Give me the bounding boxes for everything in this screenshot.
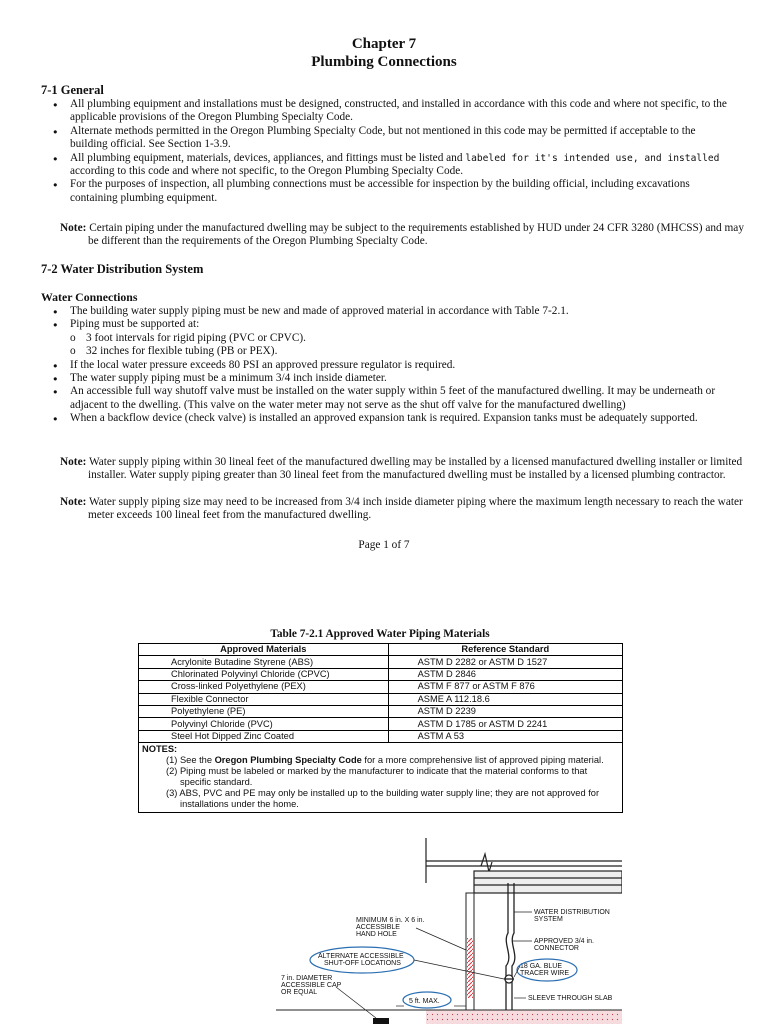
list-item-text: according to this code and where not specific, to the Oregon Plumbing Specialty Code.	[70, 165, 464, 178]
table-caption: Table 7-2.1 Approved Water Piping Materials	[270, 628, 490, 640]
label-system: SYSTEM	[534, 916, 563, 923]
label-tracer: 18 GA. BLUE	[520, 963, 563, 970]
list-item-text: Piping must be supported at:	[70, 318, 200, 331]
table-cell: Polyvinyl Chloride (PVC)	[139, 718, 389, 730]
water-pipe	[504, 883, 515, 1024]
note-label: Note:	[60, 456, 87, 468]
hand-hole-hatch	[467, 938, 473, 998]
table-row	[139, 718, 623, 730]
note-installer	[60, 456, 760, 482]
list-item: ● For the purposes of inspection, all plumbing connections must be accessible for inspection by the building official, including excavations containing plumbing equipment.	[48, 178, 728, 205]
list-item-text-mono: labeled for it's intended use, and installed	[465, 152, 720, 164]
skirting-wall	[466, 893, 474, 1016]
table-cell: ASTM D 1785 or ASTM D 2241	[388, 718, 622, 730]
section-heading-general: 7-1 General	[41, 83, 104, 97]
label-connector-2: CONNECTOR	[534, 945, 579, 952]
table-row	[139, 705, 623, 717]
note-label: Note:	[60, 222, 87, 234]
table-cell: ASTM D 2846	[388, 668, 622, 680]
water-piping-table	[138, 643, 623, 813]
table-cell: Acrylonite Butadine Styrene (ABS)	[139, 656, 389, 668]
table-row	[139, 730, 623, 742]
table-cell: Cross-linked Polyethylene (PEX)	[139, 681, 389, 693]
chapter-number: Chapter 7	[351, 36, 417, 52]
chapter-title: Plumbing Connections	[311, 54, 457, 70]
table-cell: ASTM F 877 or ASTM F 876	[388, 681, 622, 693]
table-note	[142, 755, 619, 766]
label-hand-hole-2: ACCESSIBLE	[356, 924, 400, 931]
list-item: ● When a backflow device (check valve) is installed an approved expansion tank is required. Expansion tanks must be adequately supported.	[48, 412, 728, 425]
table-note: (3) ABS, PVC and PE may only be installed up to the building water supply line; they are not approved for installations under the home.	[166, 788, 600, 810]
list-item: ● If the local water pressure exceeds 80 PSI an approved pressure regulator is required.	[48, 359, 728, 372]
label-hand-hole: MINIMUM 6 in. X 6 in.	[356, 917, 425, 924]
page-number: Page 1 of 7	[358, 539, 410, 551]
list-item	[48, 318, 728, 358]
label-alternate-2: SHUT-OFF LOCATIONS	[324, 960, 401, 967]
note-text: Certain piping under the manufactured dwelling may be subject to the requirements established by HUD under 24 CFR 3280 (MHCSS) and may be different than the requirements of the Oregon Plumbing Specialty Code.	[88, 222, 744, 247]
label-cap: 7 in. DIAMETER	[281, 975, 333, 982]
table-note-emphasis: Oregon Plumbing Specialty Code	[214, 755, 362, 766]
list-item: ● Alternate methods permitted in the Oregon Plumbing Specialty Code, but not mentioned in this code may be permitted if acceptable to the building official. See Section 1-3.9.	[48, 125, 728, 152]
list-item: ● An accessible full way shutoff valve must be installed on the water supply within 5 feet of the manufactured dwelling. It may be underneath or adjacent to the dwelling. (This valve on the water meter may not serve as the shut off valve for the manufactured dwelling)	[48, 385, 728, 412]
list-item	[48, 152, 728, 179]
sub-list	[70, 332, 728, 359]
list-item-text: All plumbing equipment, materials, devices, appliances, and fittings must be listed and	[70, 151, 466, 164]
table-cell: Steel Hot Dipped Zinc Coated	[139, 730, 389, 742]
table-note-text: for a more comprehensive list of approved piping material.	[361, 755, 604, 766]
table-row	[139, 681, 623, 693]
note-label: Note:	[60, 496, 87, 508]
sub-list-item: o 32 inches for flexible tubing (PB or PEX).	[70, 345, 728, 358]
note-text: Water supply piping size may need to be increased from 3/4 inch inside diameter piping where the maximum length necessary to reach the water meter exceeds 100 lineal feet from the manufactured dwelling.	[88, 496, 743, 521]
label-alternate: ALTERNATE ACCESSIBLE	[318, 953, 404, 960]
table-cell: ASTM D 2282 or ASTM D 1527	[388, 656, 622, 668]
column-header: Reference Standard	[388, 644, 622, 656]
list-item: ● The building water supply piping must be new and made of approved material in accordance with Table 7-2.1.	[48, 305, 728, 318]
table-cell: Flexible Connector	[139, 693, 389, 705]
notes-label: NOTES:	[142, 744, 178, 755]
table-cell: ASME A 112.18.6	[388, 693, 622, 705]
list-item: ● All plumbing equipment and installations must be designed, constructed, and installed in accordance with this code and where not specific, to the applicable provisions of the Oregon Plumbing Specialty Code.	[48, 98, 728, 125]
table-row	[139, 693, 623, 705]
floor-structure	[426, 838, 622, 893]
subheading-water-connections: Water Connections	[41, 290, 138, 304]
label-max: 5 ft. MAX.	[409, 998, 440, 1005]
table-cell: ASTM D 2239	[388, 705, 622, 717]
list-item: ● The water supply piping must be a minimum 3/4 inch inside diameter.	[48, 372, 728, 385]
label-hand-hole-3: HAND HOLE	[356, 931, 397, 938]
table-cell: Chlorinated Polyvinyl Chloride (CPVC)	[139, 668, 389, 680]
table-row	[139, 656, 623, 668]
table-cell: Polyethylene (PE)	[139, 705, 389, 717]
label-cap-2: ACCESSIBLE CAP	[281, 982, 342, 989]
table-note-text: (1) See the	[166, 755, 215, 766]
section-heading-water: 7-2 Water Distribution System	[41, 262, 204, 276]
note-pipe-size	[60, 496, 760, 522]
table-notes-row	[139, 743, 623, 813]
label-sleeve: SLEEVE THROUGH SLAB	[528, 995, 613, 1002]
water-bullet-list	[48, 305, 728, 426]
general-bullet-list	[48, 98, 728, 205]
table-row	[139, 668, 623, 680]
table-note: (2) Piping must be labeled or marked by the manufacturer to indicate that the material conforms to that specific standard.	[166, 766, 588, 788]
ground-slab	[426, 1010, 622, 1024]
note-hud	[60, 222, 748, 248]
access-cap	[373, 1018, 389, 1024]
water-connection-diagram	[276, 838, 622, 1024]
label-cap-3: OR EQUAL	[281, 989, 318, 996]
table-header-row	[139, 644, 623, 656]
table-notes	[139, 743, 623, 813]
sub-list-item: o 3 foot intervals for rigid piping (PVC or CPVC).	[70, 332, 728, 345]
label-connector: APPROVED 3/4 in.	[534, 938, 594, 945]
note-text: Water supply piping within 30 lineal feet of the manufactured dwelling may be installed by a licensed manufactured dwelling installer or limited installer. Water supply piping greater than 30 lineal feet from the manufactured dwelling must be installed by a licensed plumbing contractor.	[88, 456, 743, 481]
column-header: Approved Materials	[139, 644, 389, 656]
table-cell: ASTM A 53	[388, 730, 622, 742]
label-water-distribution: WATER DISTRIBUTION	[534, 909, 610, 916]
label-tracer-2: TRACER WIRE	[520, 970, 569, 977]
